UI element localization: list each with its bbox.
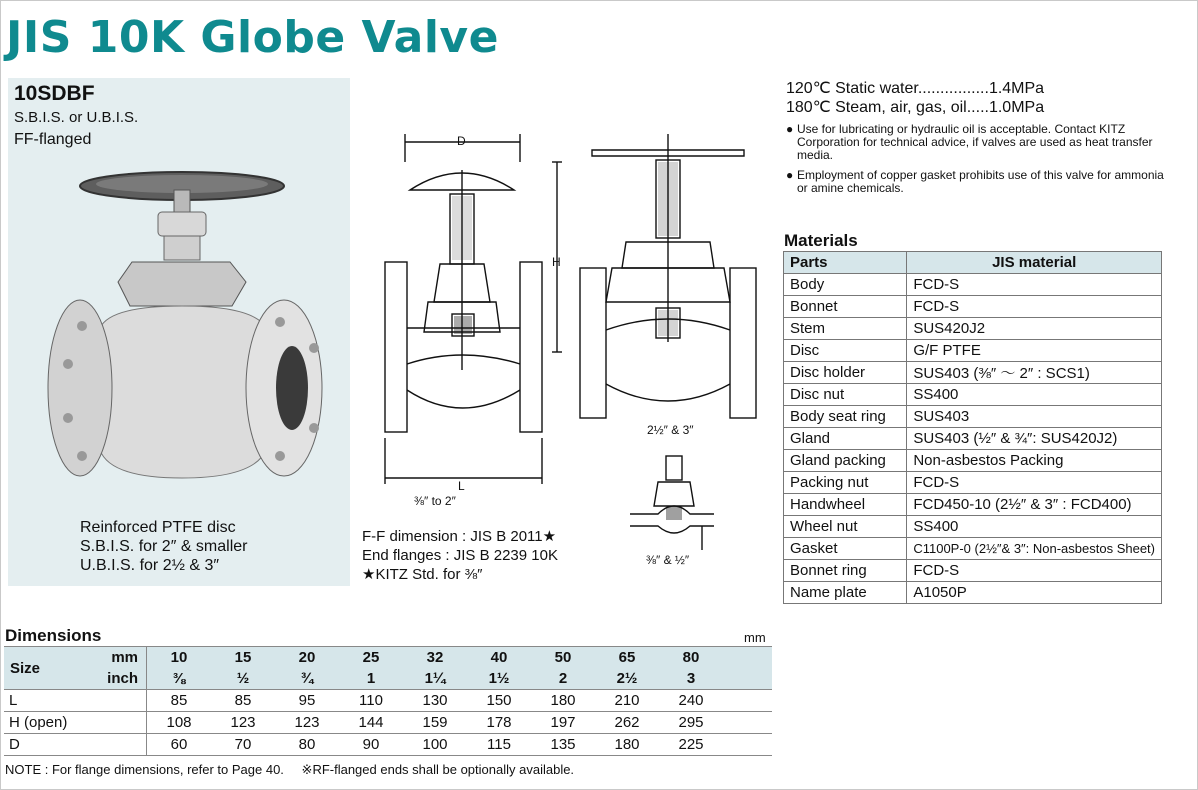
- drawing-caption-small: ⅜″ to 2″: [414, 494, 456, 508]
- material-part: Body seat ring: [784, 406, 907, 428]
- size-inch-value: 1¼: [403, 668, 467, 690]
- dimension-value: 85: [211, 690, 275, 712]
- dimension-value: 180: [531, 690, 595, 712]
- material-row: [784, 516, 1162, 538]
- size-mm-value: 80: [659, 647, 723, 669]
- material-part: Disc holder: [784, 362, 907, 384]
- product-subtitle: S.B.I.S. or U.B.I.S.: [14, 109, 139, 126]
- section-drawing-large: [576, 132, 772, 428]
- col-header-material: JIS material: [907, 252, 1162, 274]
- size-inch-value: ½: [211, 668, 275, 690]
- dimension-value: 197: [531, 712, 595, 734]
- material-value: FCD450-10 (2½″ & 3″ : FCD400): [907, 494, 1162, 516]
- dimension-value: 295: [659, 712, 723, 734]
- size-mm-value: 10: [147, 647, 212, 669]
- dimension-value: 95: [275, 690, 339, 712]
- size-mm-row: [4, 647, 772, 669]
- material-value: SS400: [907, 384, 1162, 406]
- pressure-ratings: [786, 79, 1044, 117]
- bullet-icon: ●: [786, 122, 794, 136]
- material-part: Bonnet: [784, 296, 907, 318]
- dimension-value: 80: [275, 734, 339, 756]
- page-title: JIS 10K Globe Valve: [6, 12, 499, 63]
- material-value: A1050P: [907, 582, 1162, 604]
- dimension-value: 180: [595, 734, 659, 756]
- materials-heading: Materials: [784, 231, 858, 250]
- material-part: Stem: [784, 318, 907, 340]
- material-row: [784, 274, 1162, 296]
- dimension-value: 159: [403, 712, 467, 734]
- valve-photo: [40, 160, 330, 500]
- material-row: [784, 384, 1162, 406]
- size-inch-value: 1½: [467, 668, 531, 690]
- material-row: [784, 362, 1162, 384]
- dimension-label: L: [4, 690, 147, 712]
- product-end-type: FF-flanged: [14, 131, 92, 148]
- dimension-value: 178: [467, 712, 531, 734]
- size-inch-value: ⅜: [147, 668, 212, 690]
- material-row: [784, 582, 1162, 604]
- material-row: [784, 296, 1162, 318]
- material-value: G/F PTFE: [907, 340, 1162, 362]
- product-caption: [80, 518, 248, 575]
- size-inch-value: ¾: [275, 668, 339, 690]
- drawing-caption-large: 2½″ & 3″: [647, 423, 694, 437]
- dimension-value: 240: [659, 690, 723, 712]
- material-row: [784, 560, 1162, 582]
- note-text: Use for lubricating or hydraulic oil is acceptable. Contact KITZ Corporation for technical advice, if valves are used as heat transfer media.: [797, 122, 1153, 162]
- material-part: Disc: [784, 340, 907, 362]
- note-item: [786, 169, 1164, 195]
- material-part: Bonnet ring: [784, 560, 907, 582]
- standard-line: End flanges : JIS B 2239 10K: [362, 547, 558, 564]
- dimension-value: 110: [339, 690, 403, 712]
- material-row: [784, 450, 1162, 472]
- materials-table: [783, 251, 1162, 604]
- material-value: SUS403 (⅜″ ～ 2″ : SCS1): [907, 362, 1162, 384]
- material-row: [784, 340, 1162, 362]
- dimension-value: 70: [211, 734, 275, 756]
- material-part: Packing nut: [784, 472, 907, 494]
- size-inch-value: 3: [659, 668, 723, 690]
- size-inch-value: 1: [339, 668, 403, 690]
- dimension-label: D: [4, 734, 147, 756]
- material-part: Gland packing: [784, 450, 907, 472]
- size-mm-value: 15: [211, 647, 275, 669]
- material-value: SS400: [907, 516, 1162, 538]
- section-drawing-small: [380, 132, 570, 492]
- unit-mm-label: mm: [80, 647, 147, 669]
- caption-line: Reinforced PTFE disc: [80, 519, 236, 536]
- dim-label-h: H: [552, 255, 561, 269]
- dimensions-table: [4, 646, 772, 756]
- dimension-value: 90: [339, 734, 403, 756]
- detail-drawing: [628, 454, 718, 554]
- material-part: Body: [784, 274, 907, 296]
- size-mm-value: 20: [275, 647, 339, 669]
- dimension-row: [4, 712, 772, 734]
- dimension-row: [4, 734, 772, 756]
- size-inch-value: 2½: [595, 668, 659, 690]
- pressure-line: 120℃ Static water................1.4MPa: [786, 80, 1045, 97]
- material-row: [784, 494, 1162, 516]
- material-row: [784, 538, 1162, 560]
- material-value: C1100P-0 (2½″& 3″: Non-asbestos Sheet): [907, 538, 1162, 560]
- material-part: Gland: [784, 428, 907, 450]
- pressure-line: 180℃ Steam, air, gas, oil.....1.0MPa: [786, 99, 1045, 116]
- note-flange: NOTE : For flange dimensions, refer to Page 40.: [5, 762, 284, 777]
- size-inch-row: [4, 668, 772, 690]
- material-part: Disc nut: [784, 384, 907, 406]
- dimension-value: 144: [339, 712, 403, 734]
- standards: [362, 527, 558, 584]
- dimension-value: 130: [403, 690, 467, 712]
- material-value: FCD-S: [907, 472, 1162, 494]
- dimension-value: 150: [467, 690, 531, 712]
- dimensions-unit: mm: [744, 630, 766, 645]
- note-rf: ※RF-flanged ends shall be optionally available.: [301, 762, 575, 777]
- size-mm-value: 65: [595, 647, 659, 669]
- dimensions-heading: Dimensions: [5, 626, 102, 645]
- usage-notes: [786, 123, 1164, 202]
- size-mm-value: 25: [339, 647, 403, 669]
- materials-header-row: [784, 252, 1162, 274]
- size-label: Size: [4, 647, 80, 690]
- dimension-value: 85: [147, 690, 212, 712]
- dimension-label: H (open): [4, 712, 147, 734]
- dimension-value: 135: [531, 734, 595, 756]
- material-part: Handwheel: [784, 494, 907, 516]
- dim-label-l: L: [458, 479, 465, 493]
- dim-label-d: D: [457, 134, 466, 148]
- standard-line: ★KITZ Std. for ⅜″: [362, 566, 483, 583]
- material-part: Name plate: [784, 582, 907, 604]
- material-value: SUS403: [907, 406, 1162, 428]
- caption-line: U.B.I.S. for 2½ & 3″: [80, 557, 220, 574]
- size-mm-value: 50: [531, 647, 595, 669]
- caption-line: S.B.I.S. for 2″ & smaller: [80, 538, 248, 555]
- product-code: 10SDBF: [14, 82, 95, 105]
- unit-inch-label: inch: [80, 668, 147, 690]
- material-row: [784, 406, 1162, 428]
- material-row: [784, 428, 1162, 450]
- dimension-value: 60: [147, 734, 212, 756]
- note-text: Employment of copper gasket prohibits use of this valve for ammonia or amine chemicals.: [797, 168, 1164, 195]
- material-value: FCD-S: [907, 274, 1162, 296]
- material-value: FCD-S: [907, 296, 1162, 318]
- bullet-icon: ●: [786, 168, 794, 182]
- size-mm-value: 40: [467, 647, 531, 669]
- dimension-value: 115: [467, 734, 531, 756]
- dimension-value: 123: [211, 712, 275, 734]
- dimension-value: 100: [403, 734, 467, 756]
- material-value: SUS403 (½″ & ¾″: SUS420J2): [907, 428, 1162, 450]
- size-mm-value: 32: [403, 647, 467, 669]
- dimension-value: 262: [595, 712, 659, 734]
- material-row: [784, 472, 1162, 494]
- standard-line: F-F dimension : JIS B 2011★: [362, 528, 557, 545]
- col-header-parts: Parts: [784, 252, 907, 274]
- drawing-caption-detail: ⅜″ & ½″: [646, 553, 690, 567]
- dimension-value: 210: [595, 690, 659, 712]
- dimension-value: 225: [659, 734, 723, 756]
- dimensions-note: [5, 762, 588, 778]
- dimension-row: [4, 690, 772, 712]
- material-value: Non-asbestos Packing: [907, 450, 1162, 472]
- material-row: [784, 318, 1162, 340]
- material-value: SUS420J2: [907, 318, 1162, 340]
- size-inch-value: 2: [531, 668, 595, 690]
- material-part: Gasket: [784, 538, 907, 560]
- material-value: FCD-S: [907, 560, 1162, 582]
- dimension-value: 108: [147, 712, 212, 734]
- dimension-value: 123: [275, 712, 339, 734]
- note-item: [786, 123, 1164, 162]
- material-part: Wheel nut: [784, 516, 907, 538]
